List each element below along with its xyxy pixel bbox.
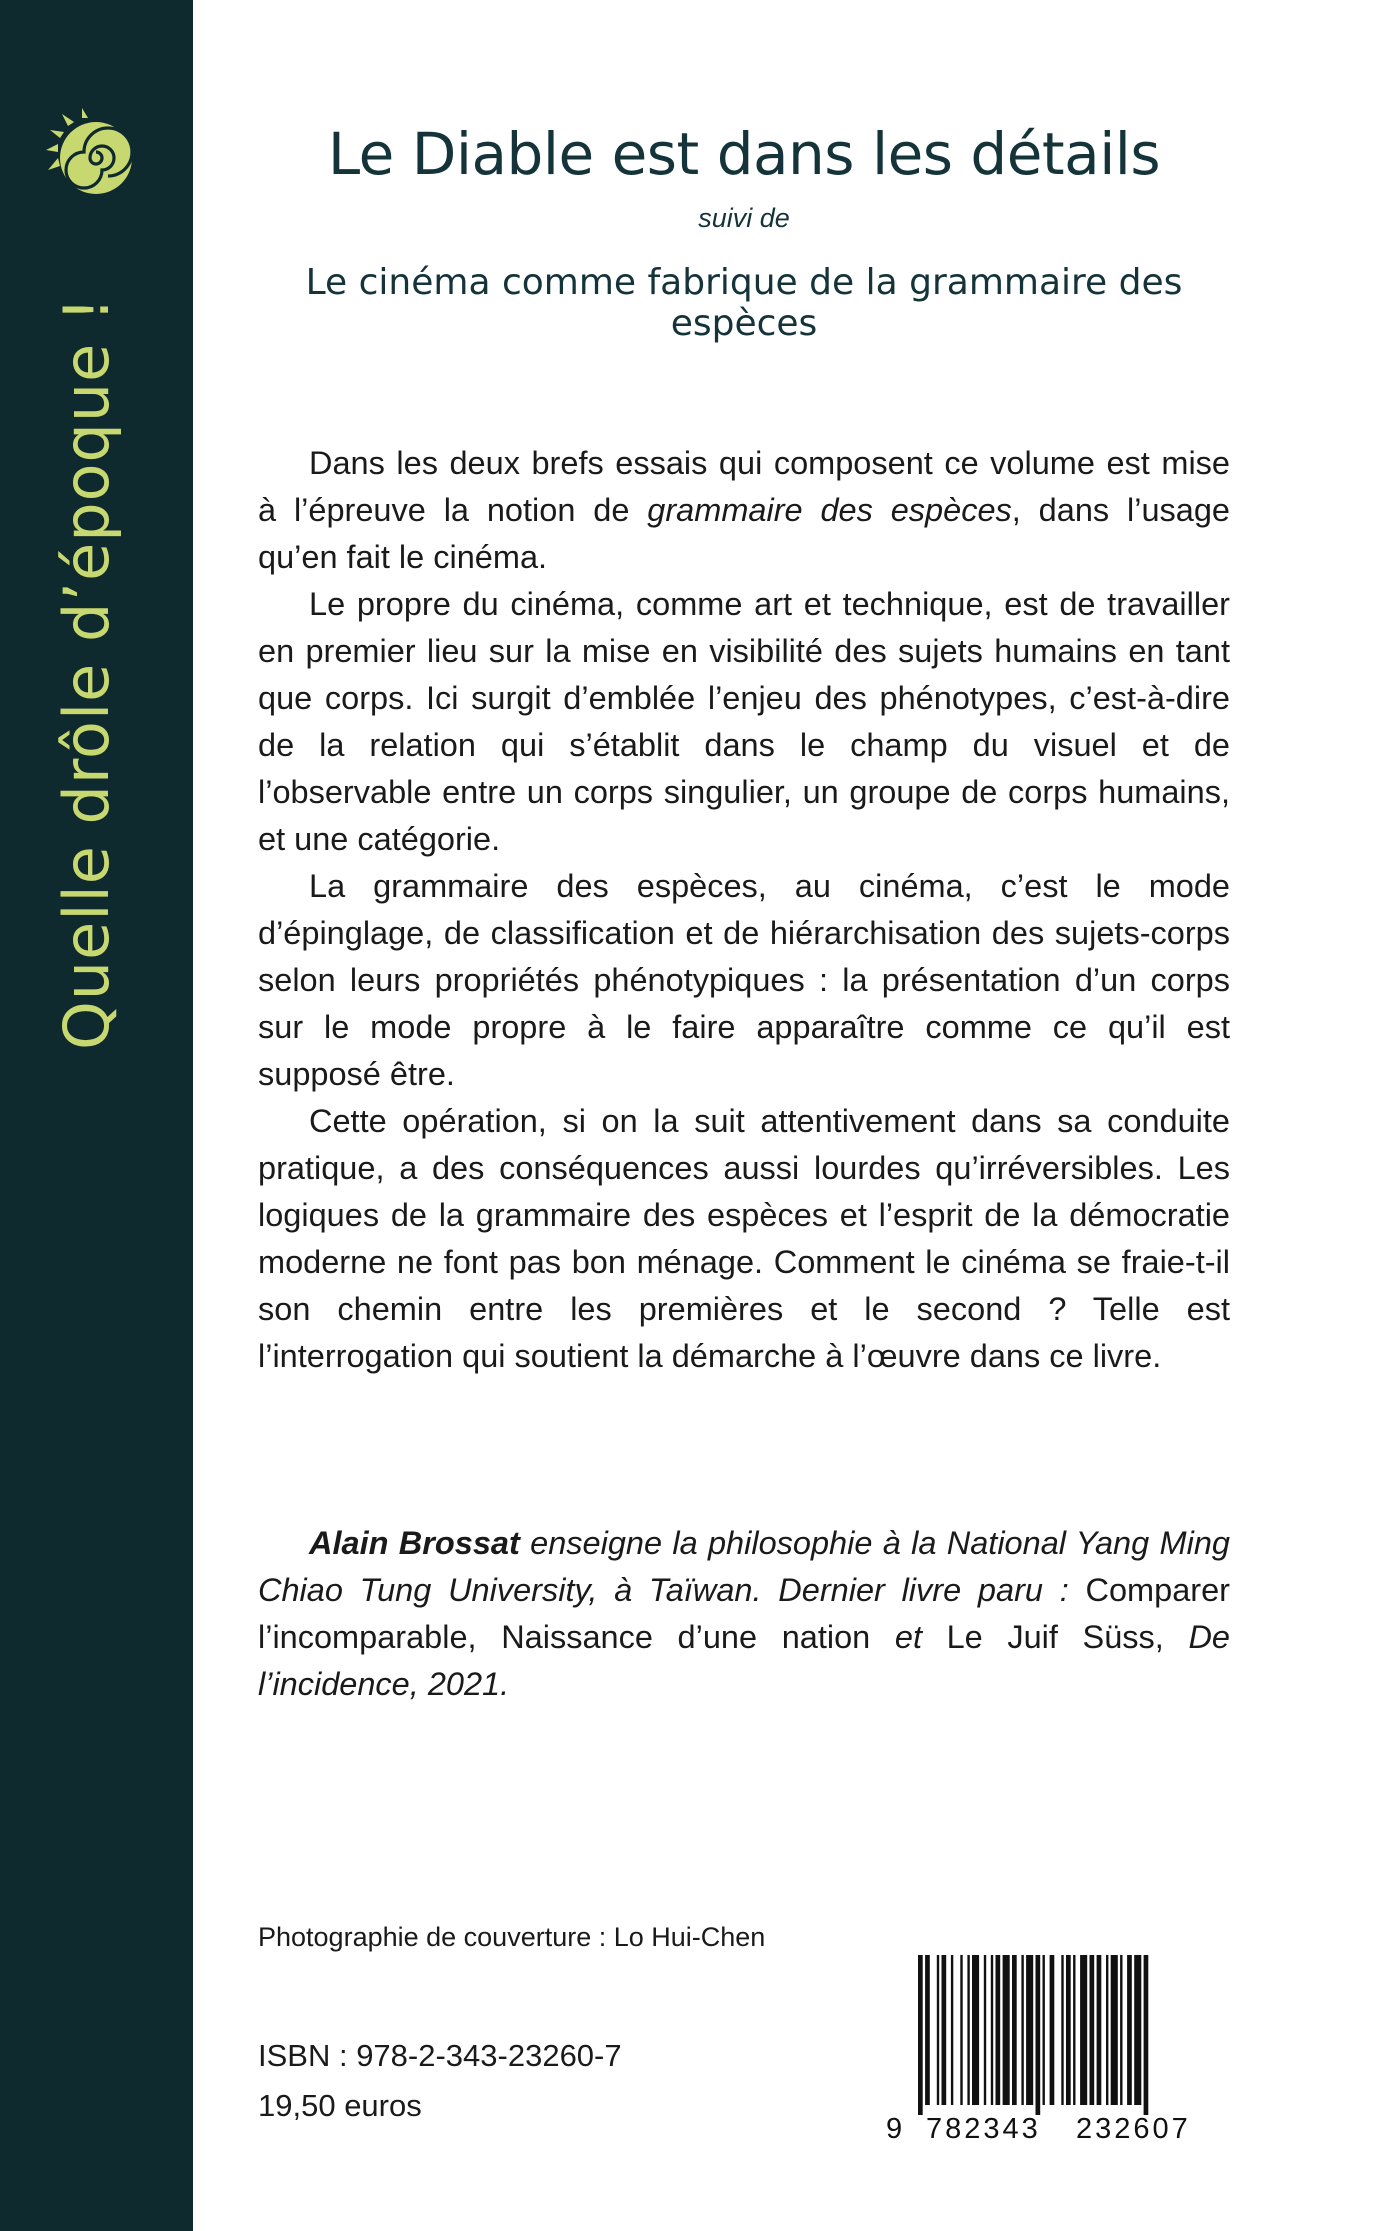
barcode-bar: [967, 1955, 969, 2105]
barcode-bar: [1090, 1955, 1095, 2105]
barcode-bar: [972, 1955, 979, 2105]
summary-text: [258, 440, 1230, 1380]
barcode-bar: [1026, 1955, 1033, 2105]
barcode-bar: [984, 1955, 986, 2105]
barcode-bar: [1043, 1955, 1045, 2105]
emphasis-grammaire: grammaire des espèces: [647, 492, 1012, 528]
barcode-bar: [951, 1955, 953, 2105]
barcode-bar: [942, 1955, 947, 2105]
barcode-bar: [1061, 1955, 1063, 2105]
barcode-bars: [886, 1955, 1231, 2115]
barcode-bar: [996, 1955, 1001, 2105]
barcode-digit-first: 9: [886, 2113, 906, 2145]
book-title: Le Diable est dans les détails: [327, 120, 1161, 188]
back-cover-content: [258, 0, 1230, 2231]
barcode-bar: [1097, 1955, 1102, 2105]
barcode-bar: [1066, 1955, 1071, 2105]
barcode-bar: [925, 1955, 930, 2105]
barcode-bar: [937, 1955, 939, 2105]
spine-band: [0, 0, 193, 2231]
barcode-bar: [1073, 1955, 1075, 2105]
photo-credit: Photographie de couverture : Lo Hui-Chen: [258, 1922, 766, 1952]
barcode-bar: [1134, 1955, 1141, 2105]
barcode-bar: [1021, 1955, 1023, 2105]
barcode-bar: [1106, 1955, 1108, 2105]
author-name: Alain Brossat: [309, 1525, 520, 1561]
isbn: ISBN : 978-2-343-23260-7: [258, 2038, 622, 2073]
summary-paragraph-4: Cette opération, si on la suit attentivement dans sa conduite pratique, a des conséquences aussi lourdes qu’irréversibles. Les logiques de la grammaire des espèces et l’esprit de la démocratie moderne ne font pas bon ménage. Comment le cinéma se fraie-t-il son chemin entre les premières et le second ? Telle est l’interrogation qui soutient la démarche à l’œuvre dans ce livre.: [258, 1103, 1230, 1374]
barcode-bar: [1050, 1955, 1055, 2105]
barcode-bar: [1120, 1955, 1122, 2105]
suivi-de-label: suivi de: [698, 203, 790, 233]
barcode-digits-right: 232607: [1076, 2113, 1191, 2145]
price: 19,50 euros: [258, 2088, 422, 2123]
barcode: [886, 1955, 1231, 2165]
barcode-bar: [1003, 1955, 1010, 2105]
spiral-shell-icon: [46, 108, 146, 208]
author-bio: Alain Brossat enseigne la philosophie à la National Yang Ming Chiao Tung University, à Taïwan. Dernier livre paru : Comparer l’incomparable, Naissance d’une nation et Le Juif Süss, De l’incidence, 2021.: [258, 1525, 1231, 1702]
summary-paragraph-1: Dans les deux brefs essais qui composent ce volume est mise à l’épreuve la notion de grammaire des espèces, dans l’usage qu’en fait le cinéma.: [258, 445, 1231, 575]
barcode-bar: [918, 1955, 923, 2115]
barcode-digits-left: 782343: [926, 2113, 1041, 2145]
barcode-bar: [1080, 1955, 1087, 2105]
barcode-bar: [960, 1955, 962, 2105]
barcode-bar: [1111, 1955, 1118, 2105]
series-title: Quelle drôle d’époque !: [50, 296, 123, 1050]
barcode-bar: [1144, 1955, 1149, 2115]
summary-paragraph-2: Le propre du cinéma, comme art et technique, est de travailler en premier lieu sur la mise en visibilité des sujets humains en tant que corps. Ici surgit d’emblée l’enjeu des phénotypes, c’est-à-dire de la relation qui s’établit dans le champ du visuel et de l’observable entre un corps singulier, un groupe de corps humains, et une catégorie.: [258, 586, 1230, 857]
barcode-bar: [1036, 1955, 1041, 2115]
summary-paragraph-3: La grammaire des espèces, au cinéma, c’est le mode d’épinglage, de classification et de hiérarchisation des sujets-corps selon leurs propriétés phénotypiques : la présentation d’un corps sur le mode propre à le faire apparaître comme ce qu’il est supposé être.: [258, 868, 1230, 1092]
barcode-bar: [1127, 1955, 1132, 2105]
book-subtitle: Le cinéma comme fabrique de la grammaire des espèces: [305, 262, 1183, 344]
barcode-bar: [1012, 1955, 1017, 2105]
barcode-bar: [991, 1955, 993, 2105]
